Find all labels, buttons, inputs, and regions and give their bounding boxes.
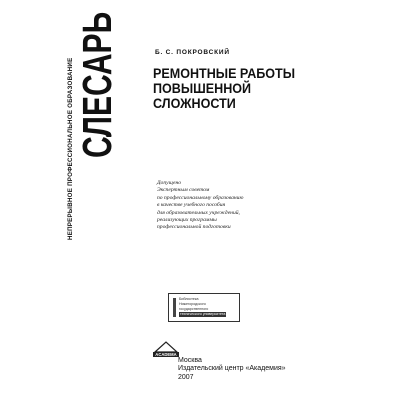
author-name: Б. С. ПОКРОВСКИЙ — [155, 49, 230, 56]
title-line-2: ПОВЫШЕННОЙ — [153, 81, 252, 96]
approval-line: Допущено — [157, 180, 182, 186]
approval-line: профессиональной подготовки — [157, 224, 231, 231]
series-vertical-text: НЕПРЕРЫВНОЕ ПРОФЕССИОНАЛЬНОЕ ОБРАЗОВАНИЕ — [67, 57, 74, 240]
publisher-year: 2007 — [178, 373, 194, 381]
title-line-3: СЛОЖНОСТИ — [153, 96, 236, 111]
publisher-city: Москва — [178, 357, 202, 364]
publisher-block — [178, 357, 286, 382]
approval-line: по профессиональному образованию — [157, 194, 244, 201]
stamp-line: Нижегородского — [179, 302, 206, 306]
approval-line: реализующих программы — [157, 217, 217, 224]
stamp-line: государственного — [179, 307, 209, 311]
approval-notice — [157, 180, 243, 232]
approval-line: Экспертным советом — [157, 187, 210, 194]
stamp-bar-icon — [173, 298, 176, 317]
logo-text: ACADEMA — [155, 352, 177, 357]
publisher-name: Издательский центр «Академия» — [178, 365, 286, 373]
academia-logo-icon — [151, 341, 181, 357]
approval-line: для образовательных учреждений, — [157, 209, 240, 216]
subject-vertical-label: СЛЕСАРЬ — [76, 11, 121, 158]
library-stamp — [168, 293, 240, 322]
book-title — [153, 66, 295, 111]
subject-vertical-text — [76, 11, 121, 158]
approval-line: в качестве учебного пособия — [157, 202, 226, 209]
stamp-line: технического университета — [180, 312, 226, 316]
title-line-1: РЕМОНТНЫЕ РАБОТЫ — [153, 66, 296, 81]
stamp-text — [179, 297, 226, 317]
stamp-line: Библиотека — [179, 297, 199, 301]
